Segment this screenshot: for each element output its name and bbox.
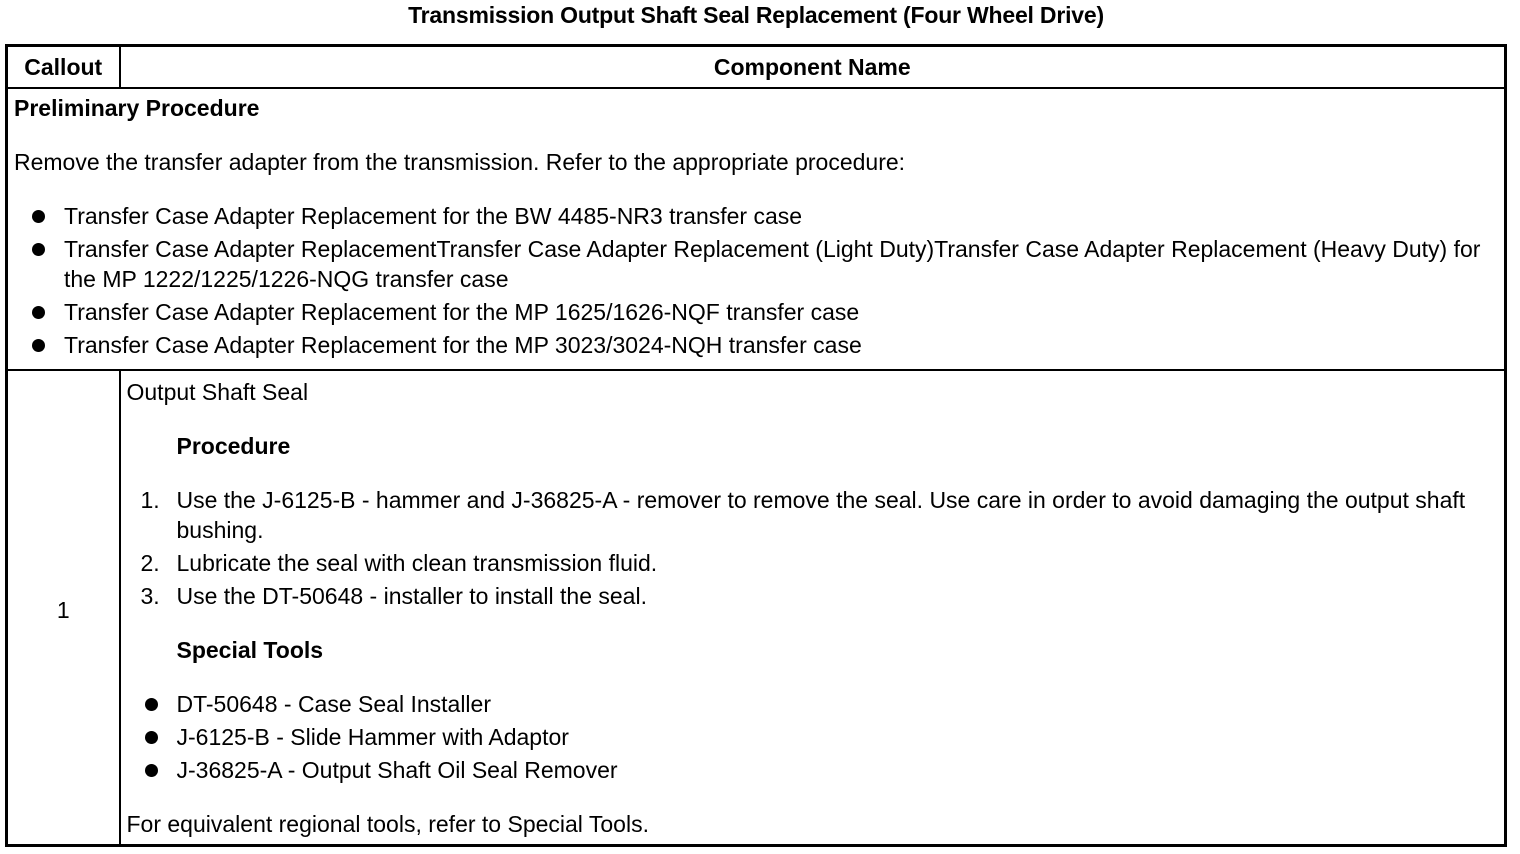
bullet-icon [145,764,158,777]
list-item [14,201,1496,231]
procedure-steps [127,485,1497,611]
preliminary-row [7,88,1506,370]
list-item-text: Transfer Case Adapter Replacement for the MP 3023/3024-NQH transfer case [64,332,862,358]
table-header-row [7,46,1506,89]
preliminary-cell [7,88,1506,370]
tool-text: J-36825-A - Output Shaft Oil Seal Remover [176,757,618,783]
regional-tools-note: For equivalent regional tools, refer to Special Tools. [126,811,649,837]
bullet-icon [32,210,45,223]
step-item [127,548,1497,578]
list-item [14,297,1496,327]
document-title: Transmission Output Shaft Seal Replacement (Four Wheel Drive) [408,2,1104,28]
bullet-icon [145,698,158,711]
preliminary-list [14,201,1496,360]
component-cell [120,370,1506,846]
step-text: Lubricate the seal with clean transmission fluid. [176,550,658,576]
list-item [14,234,1496,294]
step-text: Use the DT-50648 - installer to install the seal. [176,583,647,609]
preliminary-heading: Preliminary Procedure [14,95,260,121]
step-item [127,581,1497,611]
step-text: Use the J-6125-B - hammer and J-36825-A - remover to remove the seal. Use care in order to avoid damaging the output shaft bushing. [176,487,1466,543]
bullet-icon [145,731,158,744]
step-number: 3. [140,583,160,609]
tool-text: DT-50648 - Case Seal Installer [176,691,491,717]
table-row [7,370,1506,846]
list-item [127,755,1497,785]
bullet-icon [32,339,45,352]
step-number: 2. [140,550,160,576]
list-item-text: Transfer Case Adapter Replacement for the BW 4485-NR3 transfer case [64,203,803,229]
callout-column-header: Callout [7,46,120,89]
list-item-text: Transfer Case Adapter ReplacementTransfer Case Adapter Replacement (Light Duty)Transfer Case Adapter Replacement (Heavy Duty) for the MP 1222/1225/1226-NQG transfer case [64,236,1481,292]
tool-text: J-6125-B - Slide Hammer with Adaptor [176,724,569,750]
list-item-text: Transfer Case Adapter Replacement for the MP 1625/1626-NQF transfer case [64,299,860,325]
list-item [127,689,1497,719]
procedure-table [5,44,1507,847]
special-tools-list [127,689,1497,785]
list-item [127,722,1497,752]
step-item [127,485,1497,545]
step-number: 1. [140,487,160,513]
special-tools-heading: Special Tools [176,637,324,663]
procedure-heading: Procedure [176,433,291,459]
preliminary-intro: Remove the transfer adapter from the transmission. Refer to the appropriate procedure: [14,149,906,175]
bullet-icon [32,243,45,256]
bullet-icon [32,306,45,319]
component-column-header: Component Name [120,46,1506,89]
list-item [14,330,1496,360]
callout-number: 1 [7,370,120,846]
component-name: Output Shaft Seal [126,379,309,405]
